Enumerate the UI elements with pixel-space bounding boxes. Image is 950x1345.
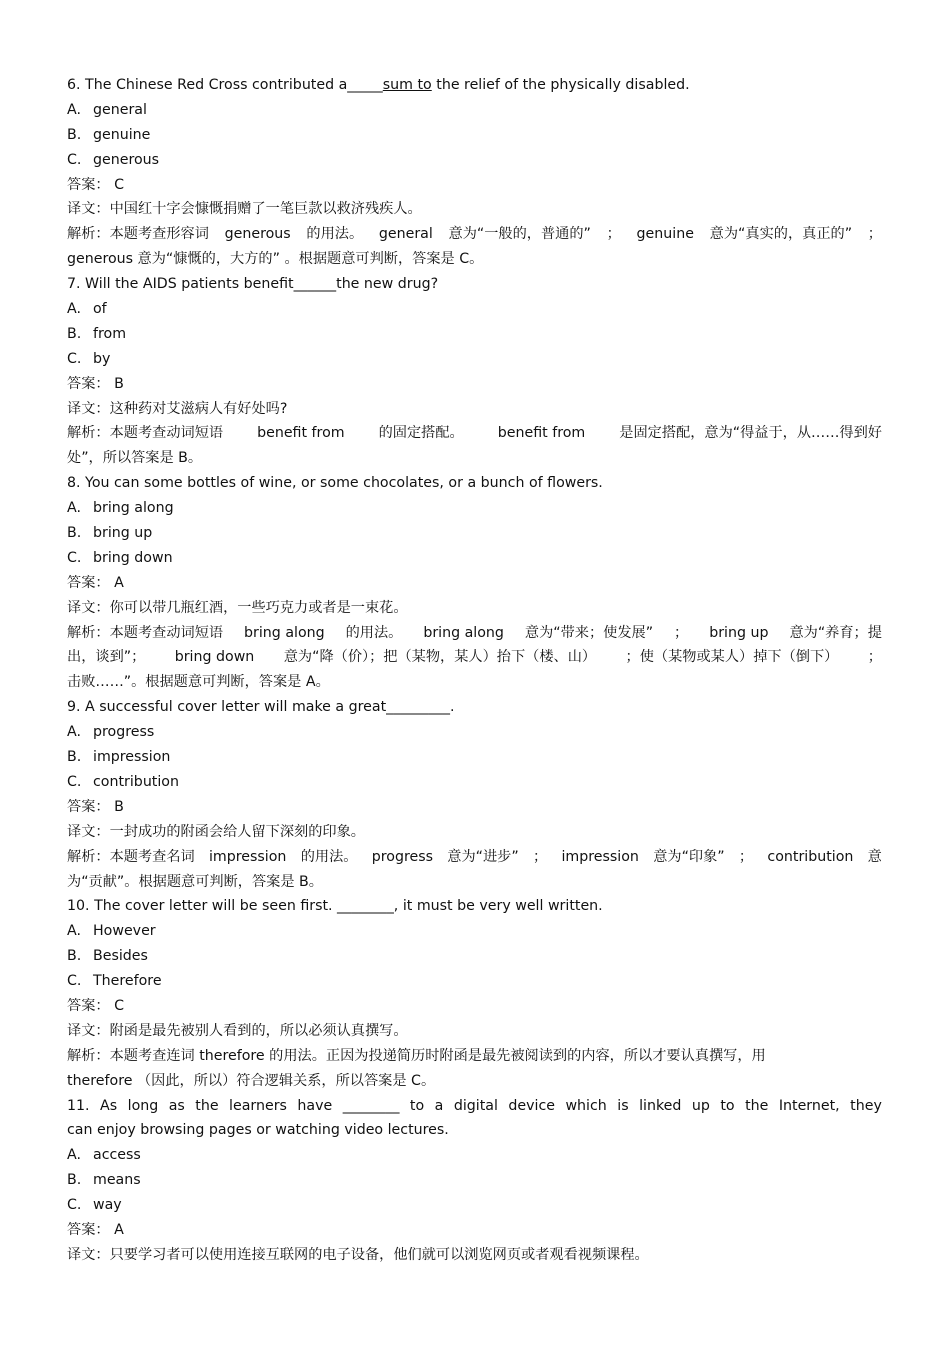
option-letter: C. (67, 549, 82, 566)
question-stem-line-part: the (195, 1097, 219, 1114)
option-item (67, 919, 882, 944)
translation-line: 译文：中国红十字会慷慨捐赠了一笔巨款以救济残疾人。 (67, 201, 422, 218)
analysis-line-part: 意为“一般的，普通的” (448, 226, 591, 243)
question-stem-line-part: which (565, 1097, 607, 1114)
translation-line: 译文：附函是最先被别人看到的，所以必须认真撰写。 (67, 1022, 408, 1039)
option-text: Besides (93, 948, 148, 965)
analysis-line-part: 为“贡献”。根据题意可判断，答案是 B。 (67, 873, 323, 890)
option-item (67, 496, 882, 521)
option-text: from (93, 325, 127, 342)
answer-line: 答案： A (67, 574, 124, 591)
option-letter: A. (67, 724, 81, 741)
option-letter: A. (67, 301, 81, 318)
option-letter: C. (67, 350, 82, 367)
analysis-line (67, 621, 882, 646)
analysis-line-part: 击败……”。根据题意可判断，答案是 A。 (67, 674, 330, 691)
analysis-line-part: bring along (423, 624, 504, 641)
analysis-line-part: generous 意为“慷慨的，大方的” 。根据题意可判断，答案是 C。 (67, 251, 484, 268)
analysis-line-part: 解析：本题考查名词 (67, 848, 195, 865)
option-letter: C. (67, 1197, 82, 1214)
option-item (67, 720, 882, 745)
option-item (67, 148, 882, 173)
analysis-line-part: 意为“养育；提 (789, 624, 882, 641)
analysis-line-part: 出，谈到”； (67, 649, 146, 666)
analysis-line (67, 870, 882, 895)
question-stem (67, 894, 882, 919)
option-item (67, 521, 882, 546)
option-text: However (93, 923, 156, 940)
analysis-line-part: 意为“印象” (653, 848, 725, 865)
analysis-line-part: bring up (709, 624, 769, 641)
analysis-line-part: 解析：本题考查连词 therefore 的用法。正因为投递简历时附函是最先被阅读到的内容，所以才要认真撰写，用 (67, 1047, 766, 1064)
analysis-line (67, 1069, 882, 1094)
option-letter: B. (67, 1172, 82, 1189)
option-letter: C. (67, 773, 82, 790)
option-text: access (93, 1147, 141, 1164)
option-text: Therefore (93, 973, 162, 990)
analysis-line-part: ； (867, 226, 882, 243)
analysis-line-part: ； (533, 848, 548, 865)
analysis-line (67, 446, 882, 471)
option-item (67, 1193, 882, 1218)
analysis-line (67, 670, 882, 695)
option-letter: A. (67, 923, 81, 940)
question-stem-line-part: 11. (67, 1097, 90, 1114)
option-text: genuine (93, 126, 151, 143)
analysis-line-part: 解析：本题考查动词短语 (67, 425, 224, 442)
option-letter: B. (67, 525, 82, 542)
analysis-line-part: benefit from (497, 425, 586, 442)
analysis-line-part: progress (371, 848, 433, 865)
question-stem-line-part: linked (639, 1097, 682, 1114)
option-item (67, 123, 882, 148)
option-text: contribution (93, 773, 179, 790)
option-letter: B. (67, 126, 82, 143)
analysis-line-part: 的用法。 (345, 624, 403, 641)
question-stem-line-part: As (100, 1097, 118, 1114)
question-stem-line-part: have (297, 1097, 333, 1114)
answer-line: 答案： B (67, 375, 124, 392)
analysis-line-part: genuine (636, 226, 694, 243)
analysis-line-part: benefit from (257, 425, 345, 442)
analysis-line-part: 意为“带来；使发展” (524, 624, 654, 641)
option-letter: C. (67, 973, 82, 990)
analysis-line (67, 421, 882, 446)
analysis-line (67, 845, 882, 870)
analysis-line-part: ； (606, 226, 621, 243)
option-item (67, 297, 882, 322)
analysis-line (67, 222, 882, 247)
question-block (67, 695, 882, 894)
question-stem (67, 272, 882, 297)
analysis-line-part: 处”，所以答案是 B。 (67, 450, 203, 467)
option-text: by (93, 350, 111, 367)
option-text: means (93, 1172, 141, 1189)
option-text: impression (93, 749, 171, 766)
analysis-line-part: impression (561, 848, 639, 865)
analysis-line-part: ； (867, 649, 882, 666)
option-text: of (93, 301, 107, 318)
option-letter: B. (67, 948, 82, 965)
option-letter: A. (67, 101, 81, 118)
analysis-line-part: generous (224, 226, 291, 243)
question-stem-line-part: to (720, 1097, 735, 1114)
option-letter: C. (67, 151, 82, 168)
option-text: progress (93, 724, 155, 741)
question-block (67, 471, 882, 695)
question-stem-line-part: to (409, 1097, 425, 1114)
analysis-line (67, 247, 882, 272)
option-letter: B. (67, 749, 82, 766)
option-text: way (93, 1197, 122, 1214)
option-letter: B. (67, 325, 82, 342)
question-stem-part: 9. A successful cover letter will make a great_________. (67, 699, 455, 716)
analysis-line (67, 1044, 882, 1069)
analysis-line-part: 是固定搭配，意为“得益于，从……得到好 (619, 425, 882, 442)
analysis-line (67, 645, 882, 670)
translation-line: 译文：一封成功的附函会给人留下深刻的印象。 (67, 823, 365, 840)
answer-line: 答案： C (67, 176, 124, 193)
analysis-line-part: ； (674, 624, 689, 641)
question-stem (67, 73, 882, 98)
analysis-line-part: ； (738, 848, 754, 865)
question-stem-line-part: up (691, 1097, 710, 1114)
option-item (67, 322, 882, 347)
analysis-line-part: 的固定搭配。 (378, 425, 464, 442)
option-text: general (93, 101, 147, 118)
answer-line: 答案： A (67, 1221, 124, 1238)
option-item (67, 1168, 882, 1193)
question-stem-line-part: ________ (342, 1097, 400, 1114)
question-block (67, 1094, 882, 1268)
option-item (67, 98, 882, 123)
analysis-line-part: 意为“降（价）；把（某物，某人）抬下（楼、山） (283, 649, 597, 666)
question-stem-line-part: learners (229, 1097, 287, 1114)
question-block (67, 272, 882, 471)
analysis-line-part: 的用法。 (300, 848, 358, 865)
analysis-line-part: ；使（某物或某人）掉下（倒下） (625, 649, 839, 666)
option-text: bring along (93, 500, 174, 517)
answer-line: 答案： B (67, 798, 124, 815)
question-stem-line-part: is (617, 1097, 629, 1114)
question-stem-line-part: they (850, 1097, 882, 1114)
document-page (67, 73, 882, 1268)
option-text: generous (93, 151, 160, 168)
question-stem-part: 10. The cover letter will be seen first. ________, it must be very well written. (67, 898, 603, 915)
question-stem-line-part: long (127, 1097, 159, 1114)
question-stem-line-part: the (745, 1097, 769, 1114)
analysis-line-part: impression (208, 848, 287, 865)
analysis-line-part: 的用法。 (306, 226, 364, 243)
question-stem-part: 8. You can some bottles of wine, or some chocolates, or a bunch of flowers. (67, 475, 603, 492)
question-stem-part: sum to (382, 77, 432, 93)
option-text: bring down (93, 549, 173, 566)
translation-line: 译文：你可以带几瓶红酒，一些巧克力或者是一束花。 (67, 599, 408, 616)
analysis-line-part: 解析：本题考查形容词 (67, 226, 209, 243)
option-item (67, 1143, 882, 1168)
question-stem-part: 7. Will the AIDS patients benefit______the new drug? (67, 276, 439, 293)
option-text: bring up (93, 525, 153, 542)
question-stem-line-part: can enjoy browsing pages or watching video lectures. (67, 1122, 449, 1139)
question-stem-line-part: a (434, 1097, 444, 1114)
question-stem-part: the relief of the physically disabled. (431, 77, 690, 93)
translation-line: 译文：只要学习者可以使用连接互联网的电子设备，他们就可以浏览网页或者观看视频课程。 (67, 1246, 649, 1263)
analysis-line-part: 意 (867, 848, 882, 865)
option-item (67, 770, 882, 795)
question-stem-line-part: as (168, 1097, 185, 1114)
analysis-line-part: bring along (244, 624, 325, 641)
analysis-line-part: 解析：本题考查动词短语 (67, 624, 224, 641)
question-stem (67, 695, 882, 720)
option-item (67, 546, 882, 571)
answer-line: 答案： C (67, 997, 124, 1014)
analysis-line-part: contribution (767, 848, 854, 865)
analysis-line-part: therefore （因此，所以）符合逻辑关系，所以答案是 C。 (67, 1072, 436, 1089)
option-item (67, 745, 882, 770)
question-stem-line (67, 1094, 882, 1119)
question-stem-line-part: digital (453, 1097, 498, 1114)
question-stem-line-part: Internet, (778, 1097, 840, 1114)
option-item (67, 347, 882, 372)
option-letter: A. (67, 1147, 81, 1164)
question-block (67, 894, 882, 1093)
question-stem-part: 6. The Chinese Red Cross contributed a_____ (67, 77, 383, 93)
translation-line: 译文：这种药对艾滋病人有好处吗? (67, 400, 288, 417)
option-item (67, 969, 882, 994)
analysis-line-part: general (378, 226, 433, 243)
question-stem-line-part: device (508, 1097, 555, 1114)
question-stem-line (67, 1118, 882, 1143)
analysis-line-part: 意为“真实的，真正的” (709, 226, 853, 243)
option-item (67, 944, 882, 969)
analysis-line-part: 意为“进步” (447, 848, 519, 865)
question-block (67, 73, 882, 272)
question-stem (67, 471, 882, 496)
analysis-line-part: bring down (174, 649, 255, 666)
option-letter: A. (67, 500, 81, 517)
